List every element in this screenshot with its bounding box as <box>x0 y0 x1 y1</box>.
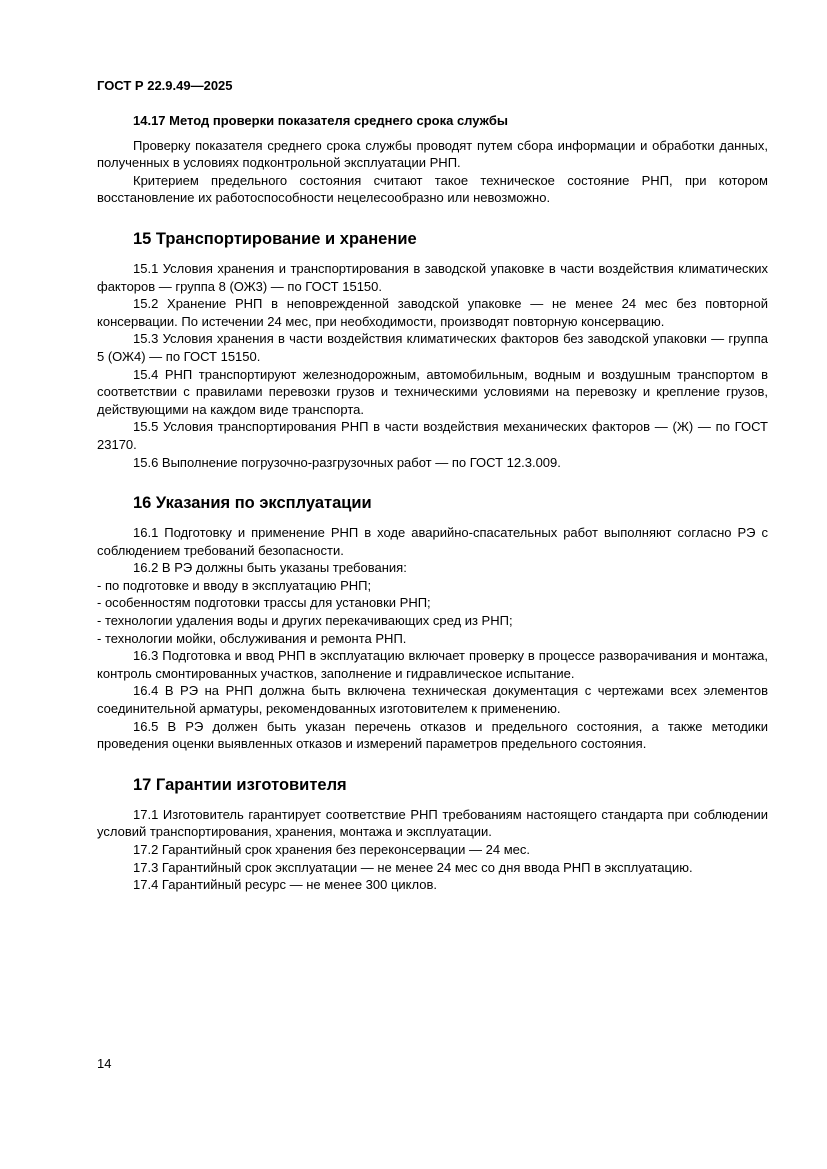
paragraph: 17.2 Гарантийный срок хранения без переконсервации — 24 мес. <box>133 842 530 857</box>
paragraph: 16.2 В РЭ должны быть указаны требования: <box>133 560 407 576</box>
paragraph: 15.4 РНП транспортируют железнодорожным, автомобильным, водным и воздушным транспортом в соответствии с правилами перевозки грузов и техническими условиями на перевозку и крепление грузов, действующими на каждом виде транспорта. <box>97 366 768 417</box>
list-item: - по подготовке и вводу в эксплуатацию РНП; <box>97 577 372 593</box>
paragraph: 16.3 Подготовка и ввод РНП в эксплуатацию включает проверку в процессе разворачивания и монтажа, контроль смонтированных участков, заполнение и гидравлическое испытание. <box>97 648 768 681</box>
paragraph: 17.4 Гарантийный ресурс — не менее 300 циклов. <box>133 877 437 893</box>
section-title: 16 Указания по эксплуатации <box>133 494 372 513</box>
section-title: 15 Транспортирование и хранение <box>133 229 417 248</box>
paragraph: 16.1 Подготовку и применение РНП в ходе аварийно-спасательных работ выполняют согласно РЭ с соблюдением требований безопасности. <box>97 525 768 558</box>
paragraph: 15.3 Условия хранения в части воздействия климатических факторов без заводской упаковки — группа 5 (ОЖ4) — по ГОСТ 15150. <box>97 331 768 364</box>
section-15 <box>97 228 768 471</box>
paragraph: 15.5 Условия транспортирования РНП в части воздействия механических факторов — (Ж) — по ГОСТ 23170. <box>97 419 768 452</box>
page-content <box>97 112 768 894</box>
paragraph: 15.2 Хранение РНП в неповрежденной заводской упаковке — не менее 24 мес без повторной консервации. По истечении 24 мес, при необходимости, производят повторную консервацию. <box>97 296 768 329</box>
paragraph: 16.4 В РЭ на РНП должна быть включена техническая документация с чертежами всех элементов соединительной арматуры, рекомендованных изготовителем к применению. <box>97 683 768 717</box>
section-16 <box>97 492 768 753</box>
paragraph: Проверку показателя среднего срока службы проводят путем сбора информации и обработки данных, полученных в условиях подконтрольной эксплуатации РНП. <box>97 137 768 171</box>
subsection-title: 14.17 Метод проверки показателя среднего срока службы <box>133 113 509 128</box>
section-title: 17 Гарантии изготовителя <box>133 775 347 794</box>
paragraph: 16.5 В РЭ должен быть указан перечень отказов и предельного состояния, а также методики проведения оценки выявленных отказов и измерений параметров предельного состояния. <box>97 718 768 752</box>
section-14-17 <box>97 112 768 207</box>
list-item: - технологии мойки, обслуживания и ремонта РНП. <box>97 630 407 646</box>
paragraph: 15.1 Условия хранения и транспортирования в заводской упаковке в части воздействия климатических факторов — группа 8 (ОЖ3) — по ГОСТ 15150. <box>97 260 768 294</box>
paragraph: 15.6 Выполнение погрузочно-разгрузочных работ — по ГОСТ 12.3.009. <box>133 454 561 470</box>
list-item: - особенностям подготовки трассы для установки РНП; <box>97 595 431 611</box>
list-item: - технологии удаления воды и других перекачивающих сред из РНП; <box>97 613 513 629</box>
paragraph: 17.3 Гарантийный срок эксплуатации — не менее 24 мес со дня ввода РНП в эксплуатацию. <box>133 859 693 875</box>
paragraph: 17.1 Изготовитель гарантирует соответствие РНП требованиям настоящего стандарта при соблюдении условий транспортирования, хранения, монтажа и эксплуатации. <box>97 806 768 840</box>
page-number: 14 <box>97 1056 112 1071</box>
document-code: ГОСТ Р 22.9.49—2025 <box>97 78 233 93</box>
paragraph: Критерием предельного состояния считают такое техническое состояние РНП, при котором восстановление их работоспособности нецелесообразно или невозможно. <box>97 172 768 206</box>
section-17 <box>97 774 768 894</box>
